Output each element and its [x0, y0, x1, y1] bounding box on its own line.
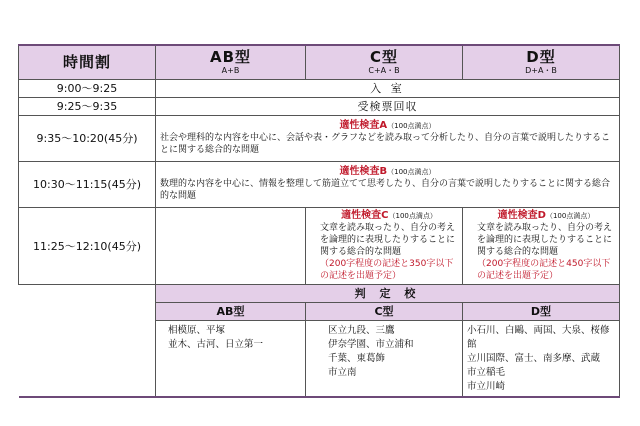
exam-d-cell: [463, 207, 620, 284]
time-exam-a: 9:35～10:20(45分): [19, 115, 156, 161]
type-ab-sub: A+B: [221, 65, 240, 75]
type-d-sub: D+A・B: [525, 65, 557, 75]
exam-a-title-line: [160, 120, 615, 132]
exam-d-note: （200字程度の記述と450字以下の記述を出題予定）: [477, 258, 611, 281]
schools-c: [306, 320, 463, 397]
type-d-name: D型: [526, 47, 556, 66]
label-collect: 受検票回収: [156, 97, 620, 115]
exam-a-desc: 社会や理科的な内容を中心に、会話や表・グラフなどを読み取って分析したり、自分の言葉で説明したりすることに関する総合的な問題: [160, 133, 611, 155]
school-line: 市立南: [328, 366, 357, 378]
exam-ab-empty-cell: [156, 207, 306, 284]
school-line: 立川国際、富士、南多摩、武蔵: [467, 352, 601, 364]
exam-c-points: （100点満点）: [388, 211, 437, 220]
exam-b-title: 適性検査B: [339, 166, 388, 177]
time-collect: 9:25～9:35: [19, 97, 156, 115]
header-row: [19, 45, 620, 79]
exam-c-desc: 文章を読み取ったり、自分の考えを論理的に表現したりすることに関する総合的な問題: [320, 222, 456, 257]
exam-a-points: （100点満点）: [387, 122, 436, 130]
label-entry: 入 室: [156, 79, 620, 97]
exam-b-cell: [156, 161, 620, 207]
time-entry: 9:00～9:25: [19, 79, 156, 97]
school-line: 伊奈学園、市立浦和: [328, 338, 414, 350]
exam-b-desc: 数理的な内容を中心に、情報を整理して筋道立てて思考したり、自分の言葉で説明したりすることに関する総合的な問題: [160, 179, 611, 201]
school-line: 小石川、白鷗、両国、大泉、桜修館: [467, 324, 610, 350]
judgement-header-c: C型: [306, 302, 463, 320]
row-exam-cd: [19, 207, 620, 284]
judgement-title: 判 定 校: [156, 284, 620, 302]
exam-d-title-line: [477, 210, 615, 222]
header-time: 時間割: [19, 45, 156, 79]
type-c-sub: C+A・B: [368, 65, 400, 75]
row-entry: [19, 79, 620, 97]
row-judgement-title: [19, 284, 620, 302]
exam-d-desc: 文章を読み取ったり、自分の考えを論理的に表現したりすることに関する総合的な問題: [477, 222, 613, 257]
exam-a-cell: [156, 115, 620, 161]
header-type-ab: [156, 45, 306, 79]
time-exam-cd: 11:25～12:10(45分): [19, 207, 156, 284]
exam-c-cell: [306, 207, 463, 284]
type-c-name: C型: [369, 47, 398, 66]
school-line: 市立川崎: [467, 380, 506, 392]
school-line: 市立稲毛: [467, 366, 506, 378]
exam-schedule-table: [18, 44, 620, 398]
exam-c-title: 適性検査C: [341, 209, 389, 221]
exam-c-title-line: [320, 210, 458, 222]
exam-d-title: 適性検査D: [497, 209, 546, 221]
exam-c-note: （200字程度の記述と350字以下の記述を出題予定）: [320, 258, 454, 281]
judgement-header-d: D型: [463, 302, 620, 320]
school-line: 並木、古河、日立第一: [168, 338, 264, 350]
header-type-d: [463, 45, 620, 79]
exam-d-points: （100点満点）: [545, 211, 595, 220]
school-line: 千葉、東葛飾: [328, 352, 386, 364]
schools-ab: [156, 320, 306, 397]
judgement-header-ab: AB型: [156, 302, 306, 320]
exam-b-points: （100点満点）: [387, 168, 436, 176]
judgement-blank-cell: [19, 284, 156, 397]
row-exam-b: [19, 161, 620, 207]
row-collect: [19, 97, 620, 115]
school-line: 相模原、平塚: [168, 324, 226, 336]
time-exam-b: 10:30～11:15(45分): [19, 161, 156, 207]
type-ab-name: AB型: [209, 47, 252, 66]
row-exam-a: [19, 115, 620, 161]
school-line: 区立九段、三鷹: [328, 324, 395, 336]
exam-a-title: 適性検査A: [339, 120, 388, 131]
header-type-c: [306, 45, 463, 79]
schools-d: [463, 320, 620, 397]
exam-b-title-line: [160, 166, 615, 178]
